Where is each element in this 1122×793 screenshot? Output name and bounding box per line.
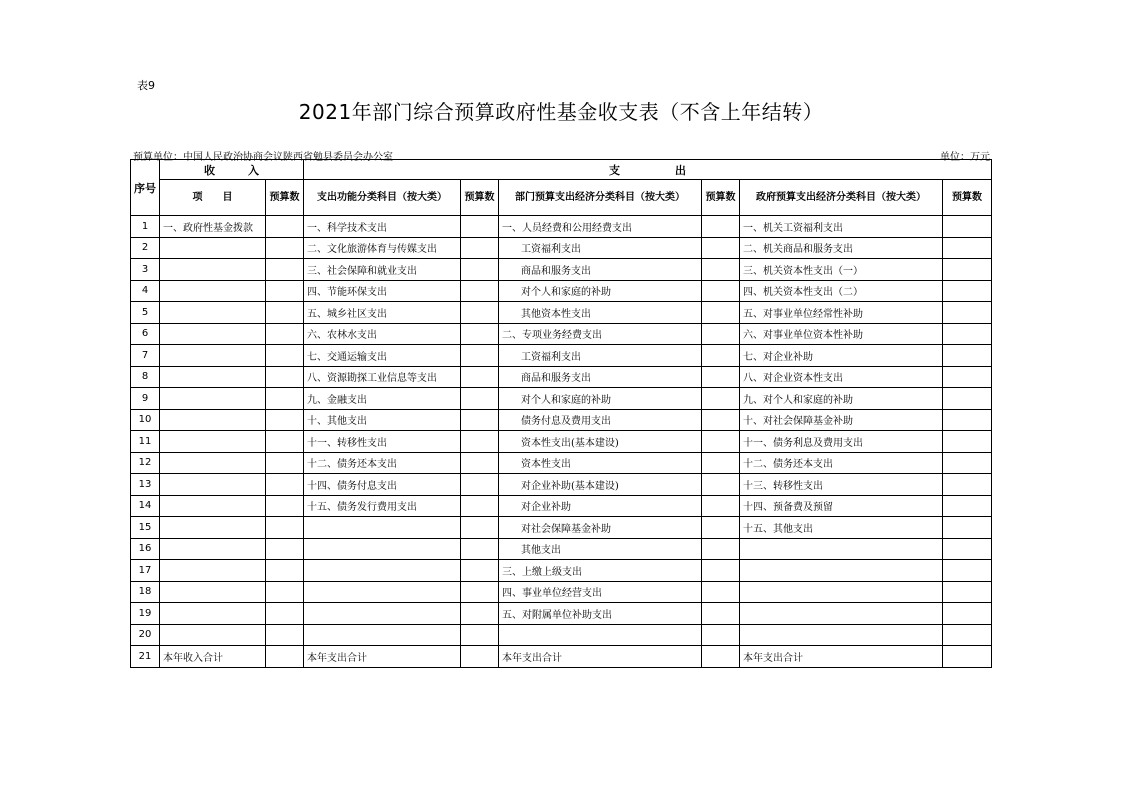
gov-amount-cell [943,216,992,238]
seq-cell: 11 [131,431,160,453]
gov-amount-cell [943,366,992,388]
dept-econ-cell: 二、专项业务经费支出 [499,323,702,345]
seq-cell: 9 [131,388,160,410]
func-amount-cell [461,323,499,345]
dept-econ-cell: 对企业补助 [499,495,702,517]
func-class-cell: 本年支出合计 [304,646,461,668]
seq-cell: 1 [131,216,160,238]
budget-unit-label: 预算单位：中国人民政治协商会议陕西省勉县委员会办公室 [133,152,393,163]
func-amount-cell [461,302,499,324]
income-amount-cell [266,495,304,517]
dept-econ-cell: 债务付息及费用支出 [499,409,702,431]
func-amount-header: 预算数 [461,180,499,216]
income-item-cell [160,259,266,281]
income-item-cell [160,538,266,560]
header-row-sub [131,180,992,216]
table-row [131,560,992,582]
income-item-cell [160,603,266,625]
gov-econ-cell: 一、机关工资福利支出 [740,216,943,238]
gov-amount-cell [943,474,992,496]
income-item-cell [160,388,266,410]
income-amount-cell [266,302,304,324]
income-amount-cell [266,237,304,259]
gov-amount-cell [943,302,992,324]
table-row [131,581,992,603]
func-class-cell [304,624,461,646]
dept-econ-cell [499,624,702,646]
income-amount-cell [266,538,304,560]
func-class-cell: 七、交通运输支出 [304,345,461,367]
currency-unit-label: 单位：万元 [940,152,990,163]
income-item-cell [160,237,266,259]
gov-econ-cell: 十一、债务利息及费用支出 [740,431,943,453]
func-amount-cell [461,259,499,281]
expense-header: 支 出 [304,160,992,180]
func-class-cell: 二、文化旅游体育与传媒支出 [304,237,461,259]
func-class-cell [304,517,461,539]
gov-amount-cell [943,388,992,410]
gov-econ-cell: 二、机关商品和服务支出 [740,237,943,259]
gov-amount-cell [943,495,992,517]
dept-amount-cell [702,646,740,668]
func-class-header: 支出功能分类科目（按大类） [304,180,461,216]
seq-cell: 5 [131,302,160,324]
dept-amount-header: 预算数 [702,180,740,216]
income-amount-header: 预算数 [266,180,304,216]
func-class-cell: 八、资源勘探工业信息等支出 [304,366,461,388]
dept-econ-cell: 其他支出 [499,538,702,560]
income-item-cell: 一、政府性基金拨款 [160,216,266,238]
dept-econ-cell: 商品和服务支出 [499,366,702,388]
income-amount-cell [266,560,304,582]
gov-amount-cell [943,259,992,281]
income-amount-cell [266,345,304,367]
table-row [131,452,992,474]
func-class-cell: 十五、债务发行费用支出 [304,495,461,517]
dept-amount-cell [702,474,740,496]
income-header: 收 入 [160,160,304,180]
dept-amount-cell [702,216,740,238]
gov-amount-cell [943,452,992,474]
seq-cell: 14 [131,495,160,517]
income-item-cell [160,452,266,474]
dept-amount-cell [702,302,740,324]
gov-econ-cell: 九、对个人和家庭的补助 [740,388,943,410]
gov-amount-cell [943,323,992,345]
dept-econ-cell: 对企业补助(基本建设) [499,474,702,496]
dept-econ-header: 部门预算支出经济分类科目（按大类） [499,180,702,216]
dept-econ-cell: 工资福利支出 [499,345,702,367]
func-amount-cell [461,474,499,496]
table-row [131,280,992,302]
gov-econ-cell: 十、对社会保障基金补助 [740,409,943,431]
table-row [131,517,992,539]
seq-cell: 21 [131,646,160,668]
func-amount-cell [461,517,499,539]
gov-econ-cell: 三、机关资本性支出（一） [740,259,943,281]
func-class-cell [304,538,461,560]
gov-amount-cell [943,517,992,539]
income-amount-cell [266,216,304,238]
func-amount-cell [461,452,499,474]
income-item-cell [160,345,266,367]
table-row [131,409,992,431]
dept-amount-cell [702,323,740,345]
func-amount-cell [461,216,499,238]
table-row [131,302,992,324]
income-item-cell: 本年收入合计 [160,646,266,668]
gov-amount-cell [943,624,992,646]
dept-econ-cell: 四、事业单位经营支出 [499,581,702,603]
income-amount-cell [266,646,304,668]
gov-amount-cell [943,560,992,582]
dept-econ-cell: 三、上缴上级支出 [499,560,702,582]
table-row [131,345,992,367]
income-item-cell [160,280,266,302]
dept-econ-cell: 对个人和家庭的补助 [499,388,702,410]
gov-econ-header: 政府预算支出经济分类科目（按大类） [740,180,943,216]
seq-cell: 6 [131,323,160,345]
func-class-cell: 十四、债务付息支出 [304,474,461,496]
func-class-cell [304,560,461,582]
gov-econ-cell: 十五、其他支出 [740,517,943,539]
dept-amount-cell [702,366,740,388]
income-amount-cell [266,581,304,603]
income-item-cell [160,517,266,539]
func-class-cell: 五、城乡社区支出 [304,302,461,324]
income-item-cell [160,560,266,582]
func-class-cell: 三、社会保障和就业支出 [304,259,461,281]
seq-cell: 16 [131,538,160,560]
seq-cell: 7 [131,345,160,367]
dept-amount-cell [702,388,740,410]
dept-amount-cell [702,431,740,453]
gov-econ-cell [740,624,943,646]
func-amount-cell [461,280,499,302]
dept-amount-cell [702,538,740,560]
gov-amount-cell [943,603,992,625]
income-amount-cell [266,280,304,302]
seq-cell: 2 [131,237,160,259]
func-amount-cell [461,646,499,668]
table-row [131,388,992,410]
income-amount-cell [266,517,304,539]
income-item-cell [160,323,266,345]
table-row [131,323,992,345]
income-amount-cell [266,431,304,453]
seq-cell: 13 [131,474,160,496]
dept-econ-cell: 一、人员经费和公用经费支出 [499,216,702,238]
dept-amount-cell [702,624,740,646]
income-amount-cell [266,409,304,431]
func-class-cell: 一、科学技术支出 [304,216,461,238]
gov-econ-cell [740,603,943,625]
seq-cell: 12 [131,452,160,474]
gov-amount-cell [943,280,992,302]
table-row [131,237,992,259]
dept-econ-cell: 工资福利支出 [499,237,702,259]
func-class-cell: 十、其他支出 [304,409,461,431]
income-amount-cell [266,323,304,345]
gov-amount-header: 预算数 [943,180,992,216]
table-row [131,624,992,646]
func-amount-cell [461,366,499,388]
gov-econ-cell: 六、对事业单位资本性补助 [740,323,943,345]
func-amount-cell [461,431,499,453]
gov-econ-cell [740,538,943,560]
table-row [131,431,992,453]
dept-amount-cell [702,237,740,259]
func-amount-cell [461,538,499,560]
income-amount-cell [266,474,304,496]
dept-econ-cell: 五、对附属单位补助支出 [499,603,702,625]
seq-cell: 3 [131,259,160,281]
table-row [131,216,992,238]
func-class-cell: 六、农林水支出 [304,323,461,345]
dept-amount-cell [702,280,740,302]
gov-amount-cell [943,538,992,560]
income-item-header: 项 目 [160,180,266,216]
func-amount-cell [461,560,499,582]
income-amount-cell [266,259,304,281]
table-row [131,474,992,496]
func-amount-cell [461,495,499,517]
seq-cell: 4 [131,280,160,302]
dept-amount-cell [702,259,740,281]
seq-cell: 20 [131,624,160,646]
income-item-cell [160,409,266,431]
dept-econ-cell: 资本性支出 [499,452,702,474]
gov-econ-cell: 十三、转移性支出 [740,474,943,496]
dept-econ-cell: 资本性支出(基本建设) [499,431,702,453]
dept-amount-cell [702,603,740,625]
func-amount-cell [461,624,499,646]
budget-table [130,159,992,668]
func-class-cell: 十二、债务还本支出 [304,452,461,474]
table-row [131,366,992,388]
func-amount-cell [461,409,499,431]
func-amount-cell [461,581,499,603]
table-number: 表9 [137,79,155,92]
func-amount-cell [461,388,499,410]
table-row [131,538,992,560]
header-row-top [131,160,992,180]
gov-econ-cell [740,581,943,603]
seq-cell: 17 [131,560,160,582]
income-item-cell [160,302,266,324]
func-class-cell: 九、金融支出 [304,388,461,410]
gov-econ-cell: 五、对事业单位经常性补助 [740,302,943,324]
table-row [131,259,992,281]
gov-econ-cell: 七、对企业补助 [740,345,943,367]
income-item-cell [160,581,266,603]
dept-amount-cell [702,495,740,517]
func-amount-cell [461,345,499,367]
seq-cell: 19 [131,603,160,625]
income-item-cell [160,474,266,496]
dept-econ-cell: 对个人和家庭的补助 [499,280,702,302]
gov-econ-cell: 十二、债务还本支出 [740,452,943,474]
income-amount-cell [266,388,304,410]
gov-amount-cell [943,409,992,431]
func-class-cell: 十一、转移性支出 [304,431,461,453]
dept-econ-cell: 其他资本性支出 [499,302,702,324]
income-item-cell [160,366,266,388]
func-class-cell [304,603,461,625]
func-class-cell [304,581,461,603]
func-amount-cell [461,603,499,625]
gov-amount-cell [943,431,992,453]
dept-amount-cell [702,517,740,539]
income-amount-cell [266,366,304,388]
dept-econ-cell: 本年支出合计 [499,646,702,668]
income-item-cell [160,495,266,517]
gov-econ-cell: 本年支出合计 [740,646,943,668]
seq-cell: 8 [131,366,160,388]
income-amount-cell [266,603,304,625]
income-amount-cell [266,624,304,646]
income-amount-cell [266,452,304,474]
gov-amount-cell [943,237,992,259]
dept-amount-cell [702,345,740,367]
seq-cell: 10 [131,409,160,431]
dept-amount-cell [702,581,740,603]
page-title: 2021年部门综合预算政府性基金收支表（不含上年结转） [298,100,824,124]
seq-cell: 18 [131,581,160,603]
table-row [131,603,992,625]
gov-econ-cell [740,560,943,582]
dept-econ-cell: 对社会保障基金补助 [499,517,702,539]
gov-econ-cell: 八、对企业资本性支出 [740,366,943,388]
income-item-cell [160,431,266,453]
func-amount-cell [461,237,499,259]
gov-econ-cell: 四、机关资本性支出（二） [740,280,943,302]
seq-header: 序号 [131,160,160,216]
dept-amount-cell [702,560,740,582]
table-row [131,495,992,517]
gov-amount-cell [943,646,992,668]
func-class-cell: 四、节能环保支出 [304,280,461,302]
income-item-cell [160,624,266,646]
seq-cell: 15 [131,517,160,539]
dept-econ-cell: 商品和服务支出 [499,259,702,281]
dept-amount-cell [702,452,740,474]
gov-amount-cell [943,345,992,367]
dept-amount-cell [702,409,740,431]
gov-amount-cell [943,581,992,603]
table-row [131,646,992,668]
gov-econ-cell: 十四、预备费及预留 [740,495,943,517]
